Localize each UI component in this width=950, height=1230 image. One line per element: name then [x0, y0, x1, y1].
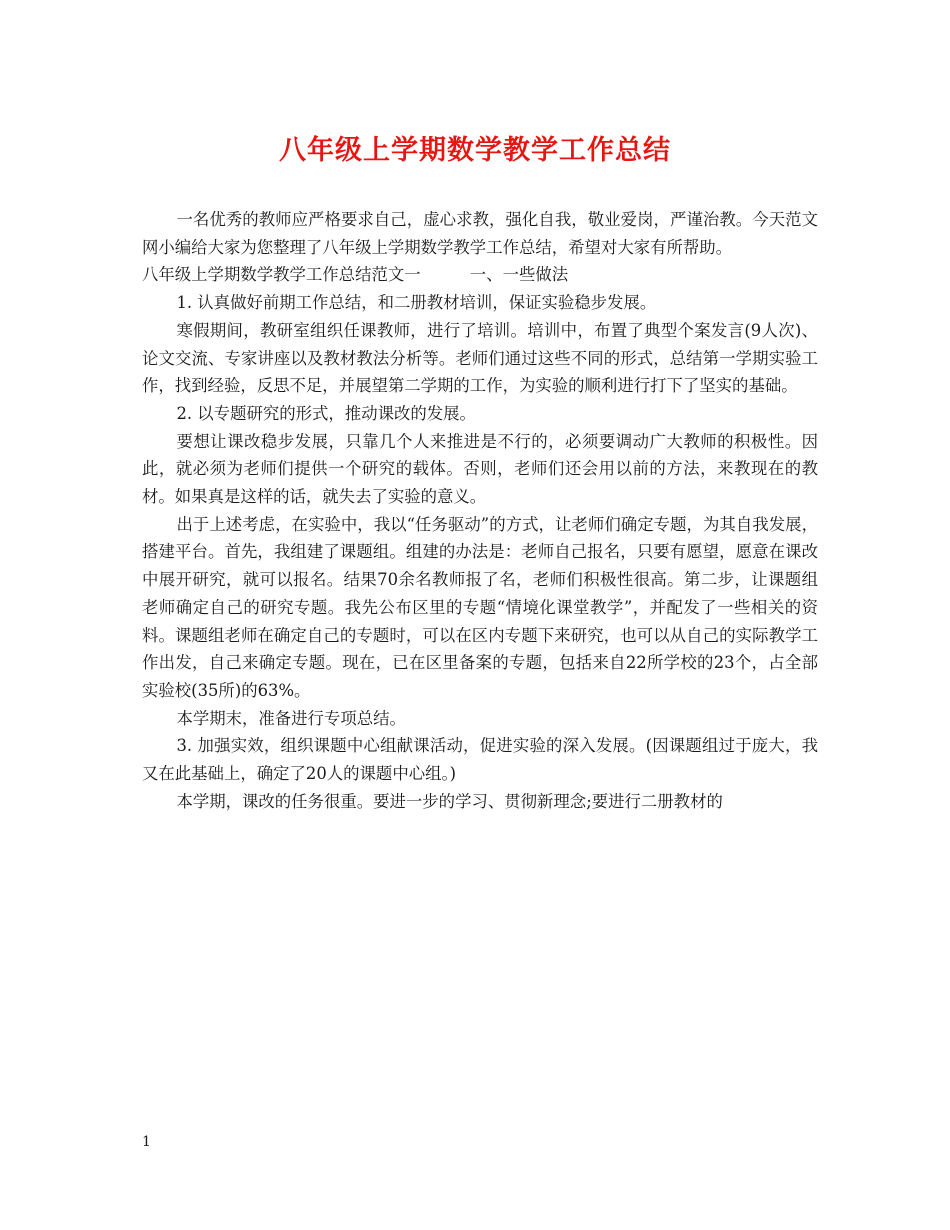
- section-heading: 八年级上学期数学教学工作总结范文一 一、一些做法: [142, 265, 569, 285]
- item-1-paragraph: 寒假期间，教研室组织任课教师，进行了培训。培训中，布置了典型个案发言(9人次)、论文交流、专家讲座以及教材教法分析等。老师们通过这些不同的形式，总结第一学期实验工作，找到经验，反思不足，并展望第二学期的工作，为实验的顺利进行打下了坚实的基础。: [142, 320, 818, 396]
- item-2-paragraph-1: 要想让课改稳步发展，只靠几个人来推进是不行的，必须要调动广大教师的积极性。因此，就必须为老师们提供一个研究的载体。否则，老师们还会用以前的方法，来教现在的教材。如果真是这样的话，就失去了实验的意义。: [142, 431, 818, 507]
- intro-paragraph: 一名优秀的教师应严格要求自己，虚心求教，强化自我，敬业爱岗，严谨治教。今天范文网小编给大家为您整理了八年级上学期数学教学工作总结，希望对大家有所帮助。: [142, 210, 818, 257]
- item-2-paragraph-2: 出于上述考虑，在实验中，我以“任务驱动”的方式，让老师们确定专题，为其自我发展，搭建平台。首先，我组建了课题组。组建的办法是：老师自己报名，只要有愿望，愿意在课改中展开研究，就可以报名。结果70余名教师报了名，老师们积极性很高。第二步，让课题组老师确定自己的研究专题。我先公布区里的专题“情境化课堂教学”，并配发了一些相关的资料。课题组老师在确定自己的专题时，可以在区内专题下来研究，也可以从自己的实际教学工作出发，自己来确定专题。现在，已在区里备案的专题，包括来自22所学校的23个，占全部实验校(35所)的63%。: [142, 514, 818, 700]
- document-title: 八年级上学期数学教学工作总结: [279, 135, 671, 166]
- item-3-paragraph: 本学期，课改的任务很重。要进一步的学习、贯彻新理念;要进行二册教材的: [176, 791, 723, 811]
- page-number: 1: [142, 1134, 151, 1150]
- item-1-heading: 1. 认真做好前期工作总结，和二册教材培训，保证实验稳步发展。: [176, 293, 657, 313]
- item-2-heading: 2. 以专题研究的形式，推动课改的发展。: [176, 403, 476, 423]
- item-3-heading: 3. 加强实效，组织课题中心组献课活动，促进实验的深入发展。(因课题组过于庞大，我又在此基础上，确定了20人的课题中心组。): [142, 736, 818, 784]
- document-body: [142, 206, 818, 815]
- item-2-paragraph-3: 本学期末，准备进行专项总结。: [176, 708, 406, 728]
